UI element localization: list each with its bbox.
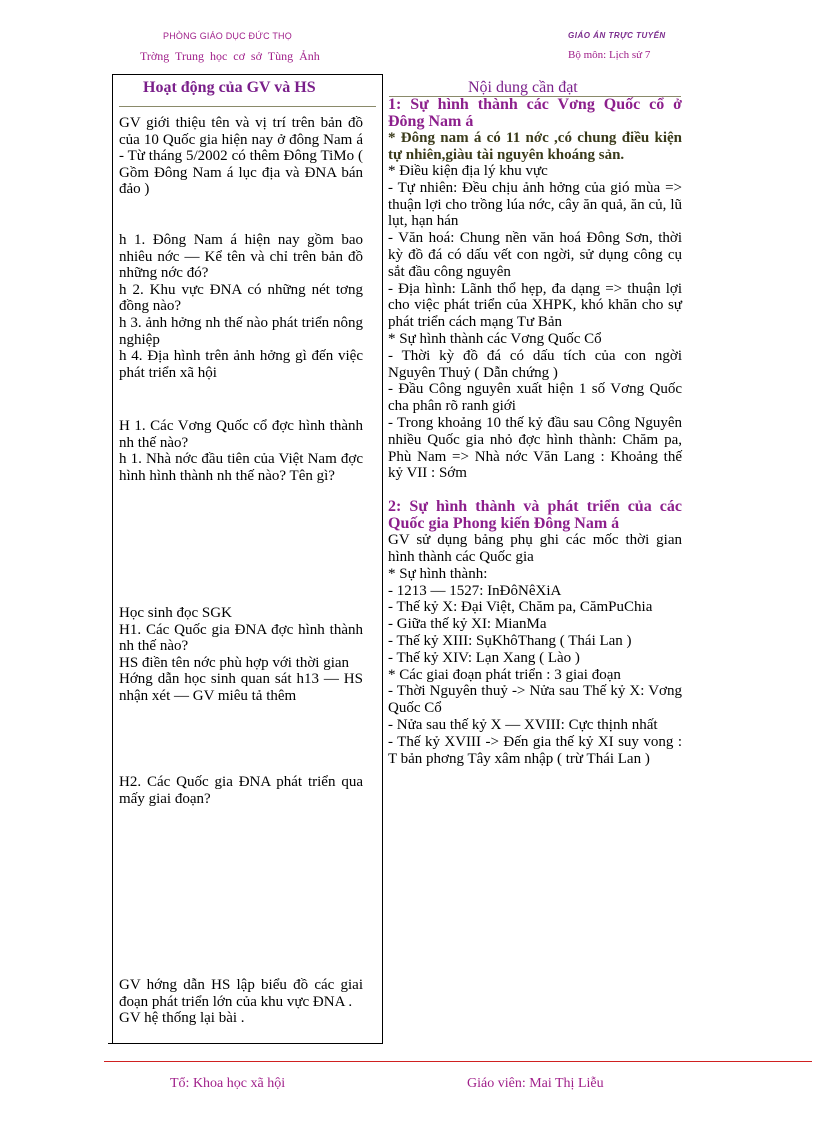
intro-paragraph: GV giới thiệu tên và vị trí trên bản đồ của 10 Quốc gia hiện nay ở đông Nam á - Từ tháng 5/2002 có thêm Đông TiMo ( Gồm Đông Nam á lục địa và ĐNA bán đảo ) bbox=[119, 115, 363, 198]
content-line: - 1213 — 1527: InĐôNêXiA bbox=[388, 582, 562, 599]
question: H1. Các Quốc gia ĐNA đợc hình thành nh thế nào? bbox=[119, 621, 363, 655]
content-line: - Thời Nguyên thuỷ -> Nửa sau Thế kỷ X: Vơng Quốc Cổ bbox=[388, 683, 682, 717]
question-group-2 bbox=[119, 418, 363, 484]
content-line: * Sự hình thành: bbox=[388, 565, 488, 582]
question: H 1. Các Vơng Quốc cổ đợc hình thành nh thế nào? bbox=[119, 418, 363, 451]
content-line: - Giữa thế kỷ XI: MianMa bbox=[388, 616, 547, 633]
closing-group bbox=[119, 977, 363, 1027]
content-line: - Thế kỷ XIII: SụKhôThang ( Thái Lan ) bbox=[388, 632, 632, 649]
left-column-bottom-rule bbox=[108, 1043, 382, 1044]
question-group-3 bbox=[119, 605, 363, 705]
section-1-heading: 1: Sự hình thành các Vơng Quốc cổ ở Đông Nam á bbox=[388, 96, 682, 130]
content-line: - Tự nhiên: Đều chịu ảnh hởng của gió mùa => thuận lợi cho trồng lúa nớc, cây ăn quả, ăn củ, lũ lụt, hạn hán bbox=[388, 179, 682, 230]
content-line: * Điều kiện địa lý khu vực bbox=[388, 163, 548, 179]
question: H2. Các Quốc gia ĐNA phát triển qua mấy giai đoạn? bbox=[119, 774, 363, 807]
question: h 3. ảnh hởng nh thế nào phát triển nông nghiệp bbox=[119, 314, 363, 348]
header-subject: Bộ môn: Lịch sử 7 bbox=[568, 49, 651, 61]
question: h 2. Khu vực ĐNA có những nét tơng đồng nào? bbox=[119, 281, 363, 315]
content-line: * Các giai đoạn phát triển : 3 giai đoạn bbox=[388, 666, 621, 683]
right-column-title: Nội dung cần đạt bbox=[468, 79, 578, 96]
header-school: Trờng Trung học cơ sở Tùng Ảnh bbox=[140, 49, 320, 63]
content-line: - Thế kỷ X: Đại Việt, Chăm pa, CămPuChia bbox=[388, 599, 653, 616]
content-line: - Văn hoá: Chung nền văn hoá Đông Sơn, thời kỳ đồ đá có dấu vết con ngời, sử dụng công cụ sắt đầu công nguyên bbox=[388, 230, 682, 280]
left-column-title: Hoạt động của GV và HS bbox=[143, 79, 316, 96]
question-group-1 bbox=[119, 232, 363, 381]
content-line: GV sử dụng bảng phụ ghi các mốc thời gian hình thành các Quốc gia bbox=[388, 532, 682, 565]
footer-teacher: Giáo viên: Mai Thị Liễu bbox=[467, 1076, 604, 1091]
content-line: - Địa hình: Lãnh thổ hẹp, đa dạng => thuận lợi cho việc phát triển của XHPK, khó khăn cho sự phát triển cách mạng Tư Bản bbox=[388, 280, 682, 331]
left-column-top-rule bbox=[112, 74, 382, 75]
header-org: PHÒNG GIÁO DỤC ĐỨC THỌ bbox=[163, 31, 292, 41]
left-column-frame bbox=[112, 74, 383, 1044]
header-brand: GIÁO ÁN TRỰC TUYẾN bbox=[568, 31, 666, 40]
content-line: - Trong khoảng 10 thế kỷ đầu sau Công Nguyên nhiều Quốc gia nhỏ đợc hình thành: Chăm pa, Phù Nam => Nhà nớc Văn Lang : Khoảng thế kỷ VII : Sớm bbox=[388, 414, 682, 482]
left-title-divider bbox=[119, 106, 376, 107]
instruction: HS điền tên nớc phù hợp với thời gian bbox=[119, 654, 350, 671]
content-line: - Thời kỳ đồ đá có dấu tích của con ngời Nguyên Thuỷ ( Dẫn chứng ) bbox=[388, 347, 682, 381]
content-line: * Sự hình thành các Vơng Quốc Cổ bbox=[388, 330, 602, 347]
content-line: - Thế kỷ XVIII -> Đến gia thế kỷ XI suy vong : T bản phơng Tây xâm nhập ( trừ Thái Lan ) bbox=[388, 733, 682, 767]
content-line: - Nửa sau thế kỷ X — XVIII: Cực thịnh nhất bbox=[388, 716, 658, 733]
section-2-heading: 2: Sự hình thành và phát triển của các Quốc gia Phong kiến Đông Nam á bbox=[388, 498, 682, 533]
question-group-4 bbox=[119, 774, 363, 807]
instruction: Học sinh đọc SGK bbox=[119, 605, 232, 621]
required-content bbox=[388, 96, 682, 767]
section-1-summary: * Đông nam á có 11 nớc ,có chung điều kiện tự nhiên,giàu tài nguyên khoáng sản. bbox=[388, 130, 682, 163]
question: h 1. Đông Nam á hiện nay gồm bao nhiêu nớc — Kể tên và chỉ trên bản đồ những nớc đó? bbox=[119, 232, 363, 282]
instruction: GV hớng dẫn HS lập biểu đồ các giai đoạn phát triển lớn của khu vực ĐNA . bbox=[119, 977, 363, 1010]
question: h 4. Địa hình trên ảnh hởng gì đến việc phát triển xã hội bbox=[119, 348, 363, 381]
footer-department: Tổ: Khoa học xã hội bbox=[170, 1076, 286, 1091]
content-line: - Đầu Công nguyên xuất hiện 1 số Vơng Quốc cha phân rõ ranh giới bbox=[388, 381, 682, 415]
instruction: Hớng dẫn học sinh quan sát h13 — HS nhận xét — GV miêu tả thêm bbox=[119, 671, 363, 704]
footer-divider bbox=[104, 1061, 812, 1062]
content-line: - Thế kỷ XIV: Lạn Xang ( Lào ) bbox=[388, 649, 580, 666]
instruction: GV hệ thống lại bài . bbox=[119, 1010, 245, 1027]
question: h 1. Nhà nớc đầu tiên của Việt Nam đợc hình hình thành nh thế nào? Tên gì? bbox=[119, 451, 363, 484]
